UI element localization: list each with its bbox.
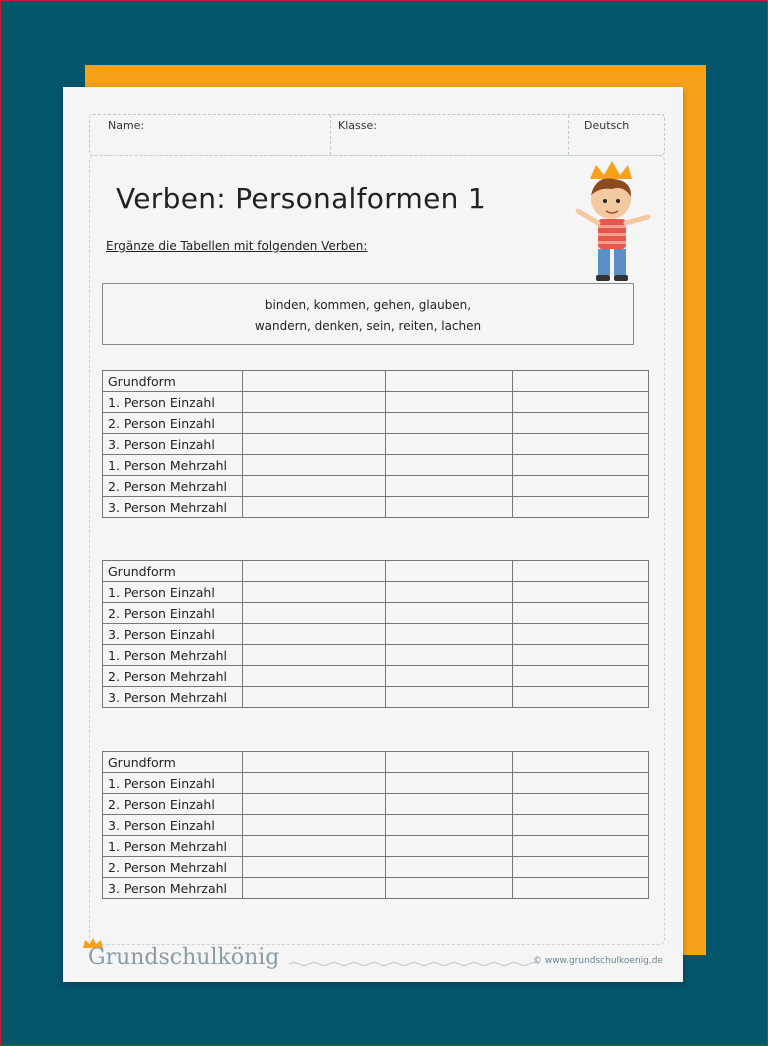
answer-cell[interactable] — [386, 857, 513, 878]
answer-cell[interactable] — [386, 645, 513, 666]
table-row — [103, 603, 649, 624]
verb-list-line: wandern, denken, sein, reiten, lachen — [254, 319, 482, 333]
row-label: 1. Person Mehrzahl — [103, 455, 243, 476]
row-label: 1. Person Einzahl — [103, 392, 243, 413]
answer-cell[interactable] — [386, 476, 513, 497]
crown-icon — [590, 161, 632, 179]
worksheet-page — [63, 87, 683, 982]
answer-cell[interactable] — [513, 752, 649, 773]
answer-cell[interactable] — [243, 836, 386, 857]
class-label: Klasse: — [338, 119, 377, 132]
table-row — [103, 392, 649, 413]
answer-cell[interactable] — [513, 773, 649, 794]
answer-cell[interactable] — [513, 666, 649, 687]
answer-cell[interactable] — [243, 497, 386, 518]
table-row — [103, 836, 649, 857]
answer-cell[interactable] — [243, 624, 386, 645]
answer-cell[interactable] — [243, 413, 386, 434]
table-row — [103, 624, 649, 645]
answer-cell[interactable] — [513, 857, 649, 878]
row-label: Grundform — [103, 371, 243, 392]
table-row — [103, 413, 649, 434]
answer-cell[interactable] — [243, 434, 386, 455]
answer-cell[interactable] — [386, 624, 513, 645]
answer-cell[interactable] — [513, 392, 649, 413]
row-label: 2. Person Mehrzahl — [103, 857, 243, 878]
table-row — [103, 687, 649, 708]
answer-cell[interactable] — [513, 624, 649, 645]
table-row — [103, 645, 649, 666]
row-label: Grundform — [103, 561, 243, 582]
answer-cell[interactable] — [386, 794, 513, 815]
row-label: Grundform — [103, 752, 243, 773]
row-label: 3. Person Mehrzahl — [103, 687, 243, 708]
answer-cell[interactable] — [513, 603, 649, 624]
answer-cell[interactable] — [243, 752, 386, 773]
answer-cell[interactable] — [513, 561, 649, 582]
answer-cell[interactable] — [386, 561, 513, 582]
answer-cell[interactable] — [513, 455, 649, 476]
answer-cell[interactable] — [386, 773, 513, 794]
instruction-text: Ergänze die Tabellen mit folgenden Verben: — [106, 239, 368, 253]
page-title: Verben: Personalformen 1 — [116, 182, 486, 215]
answer-cell[interactable] — [386, 666, 513, 687]
row-label: 3. Person Einzahl — [103, 624, 243, 645]
answer-cell[interactable] — [513, 476, 649, 497]
row-label: 1. Person Mehrzahl — [103, 836, 243, 857]
row-label: 3. Person Einzahl — [103, 815, 243, 836]
answer-cell[interactable] — [243, 455, 386, 476]
table-row — [103, 666, 649, 687]
answer-cell[interactable] — [386, 815, 513, 836]
table-row — [103, 752, 649, 773]
verb-word-box — [102, 283, 634, 345]
answer-cell[interactable] — [386, 497, 513, 518]
answer-cell[interactable] — [386, 392, 513, 413]
table-row — [103, 878, 649, 899]
conjugation-table — [102, 370, 649, 518]
header-divider — [568, 115, 569, 155]
table-row — [103, 455, 649, 476]
row-label: 2. Person Einzahl — [103, 413, 243, 434]
row-label: 3. Person Mehrzahl — [103, 497, 243, 518]
answer-cell[interactable] — [386, 603, 513, 624]
answer-cell[interactable] — [243, 666, 386, 687]
answer-cell[interactable] — [386, 582, 513, 603]
answer-cell[interactable] — [513, 836, 649, 857]
row-label: 3. Person Mehrzahl — [103, 878, 243, 899]
row-label: 2. Person Mehrzahl — [103, 476, 243, 497]
table-row — [103, 561, 649, 582]
answer-cell[interactable] — [243, 815, 386, 836]
answer-cell[interactable] — [243, 392, 386, 413]
table-row — [103, 434, 649, 455]
answer-cell[interactable] — [513, 413, 649, 434]
conjugation-table — [102, 751, 649, 899]
row-label: 2. Person Mehrzahl — [103, 666, 243, 687]
answer-cell[interactable] — [243, 582, 386, 603]
answer-cell[interactable] — [243, 645, 386, 666]
table-row — [103, 582, 649, 603]
table-row — [103, 857, 649, 878]
brand-logo: Grundschulkönig — [88, 945, 280, 970]
answer-cell[interactable] — [386, 455, 513, 476]
conjugation-table — [102, 560, 649, 708]
answer-cell[interactable] — [386, 752, 513, 773]
verb-list-line: binden, kommen, gehen, glauben, — [264, 298, 472, 312]
answer-cell[interactable] — [386, 434, 513, 455]
table-row — [103, 476, 649, 497]
table-row — [103, 794, 649, 815]
answer-cell[interactable] — [386, 371, 513, 392]
name-class-header — [89, 114, 665, 156]
subject-label: Deutsch — [584, 119, 630, 132]
answer-cell[interactable] — [513, 582, 649, 603]
answer-cell[interactable] — [243, 878, 386, 899]
table-row — [103, 371, 649, 392]
answer-cell[interactable] — [386, 413, 513, 434]
answer-cell[interactable] — [386, 836, 513, 857]
answer-cell[interactable] — [513, 815, 649, 836]
cartoon-boy-illustration — [568, 159, 658, 294]
table-row — [103, 497, 649, 518]
answer-cell[interactable] — [243, 476, 386, 497]
answer-cell[interactable] — [513, 434, 649, 455]
name-label: Name: — [108, 119, 145, 132]
answer-cell[interactable] — [513, 497, 649, 518]
answer-cell[interactable] — [513, 878, 649, 899]
row-label: 2. Person Einzahl — [103, 603, 243, 624]
row-label: 1. Person Mehrzahl — [103, 645, 243, 666]
row-label: 3. Person Einzahl — [103, 434, 243, 455]
row-label: 2. Person Einzahl — [103, 794, 243, 815]
answer-cell[interactable] — [386, 878, 513, 899]
header-divider — [330, 115, 331, 155]
answer-cell[interactable] — [243, 794, 386, 815]
table-row — [103, 815, 649, 836]
answer-cell[interactable] — [386, 687, 513, 708]
answer-cell[interactable] — [243, 857, 386, 878]
answer-cell[interactable] — [243, 371, 386, 392]
answer-cell[interactable] — [243, 773, 386, 794]
answer-cell[interactable] — [513, 794, 649, 815]
website-link[interactable]: © www.grundschulkoenig.de — [532, 956, 663, 966]
answer-cell[interactable] — [243, 603, 386, 624]
answer-cell[interactable] — [243, 687, 386, 708]
footer-divider — [289, 961, 539, 967]
answer-cell[interactable] — [243, 561, 386, 582]
answer-cell[interactable] — [513, 371, 649, 392]
answer-cell[interactable] — [513, 645, 649, 666]
table-row — [103, 773, 649, 794]
row-label: 1. Person Einzahl — [103, 582, 243, 603]
row-label: 1. Person Einzahl — [103, 773, 243, 794]
answer-cell[interactable] — [513, 687, 649, 708]
